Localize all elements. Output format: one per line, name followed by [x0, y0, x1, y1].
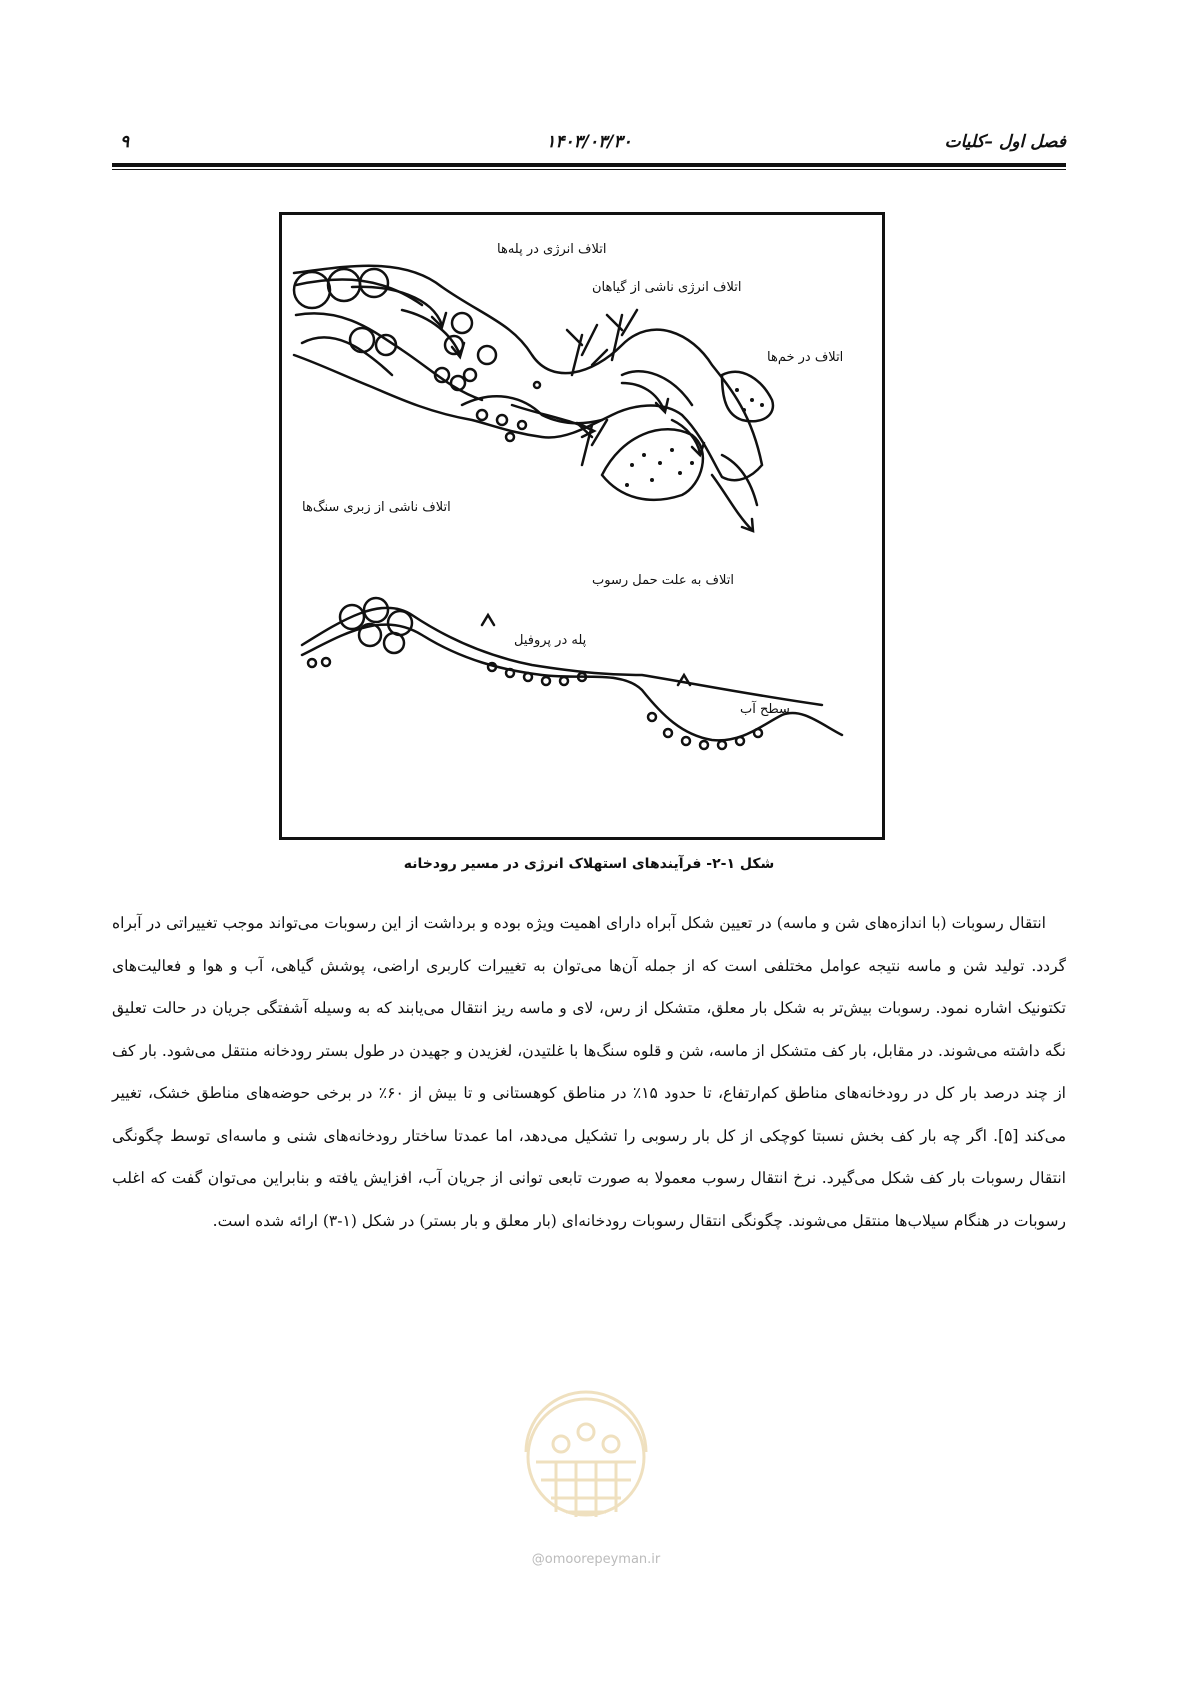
header-date: ۱۴۰۳/۰۳/۳۰ [546, 132, 632, 152]
label-profile-step: پله در پروفیل [514, 633, 587, 648]
label-steps: اتلاف انرژی در پله‌ها [497, 242, 607, 257]
body-paragraph-block [112, 902, 1066, 1242]
river-energy-figure [279, 212, 885, 840]
watermark-site: @omoorepeyman.ir [531, 1552, 661, 1567]
chapter-title: فصل اول –کلیات [944, 132, 1066, 152]
page-number: ۹ [120, 132, 130, 152]
label-sediment: اتلاف به علت حمل رسوب [592, 573, 734, 588]
page-header [112, 132, 1066, 156]
header-rule [112, 163, 1066, 167]
label-roughness: اتلاف ناشی از زبری سنگ‌ها [302, 500, 451, 515]
header-rule-thin [112, 169, 1066, 170]
label-bends: اتلاف در خم‌ها [767, 350, 844, 365]
river-sketch [282, 215, 882, 837]
label-plants: اتلاف انرژی ناشی از گیاهان [592, 280, 742, 295]
figure-caption: شکل ۱-۲- فرآیندهای استهلاک انرژی در مسیر رودخانه [403, 856, 775, 872]
watermark-logo [506, 1362, 666, 1542]
label-water-surface: سطح آب [740, 702, 790, 717]
body-paragraph: انتقال رسوبات (با اندازه‌های شن و ماسه) در تعیین شکل آبراه دارای اهمیت ویژه بوده و برداشت از این رسوبات می‌تواند موجب تغییراتی در آبراه گردد. تولید شن و ماسه نتیجه عوامل مختلفی است که از جمله آن‌ها می‌توان به تغییرات کاربری اراضی، پوشش گیاهی، آب و هوا و فعالیت‌های تکتونیک اشاره نمود. رسوبات بیش‌تر به شکل بار معلق، متشکل از رس، لای و ماسه ریز انتقال می‌یابند که به وسیله آشفتگی جریان در حالت تعلیق نگه داشته می‌شوند. در مقابل، بار کف متشکل از ماسه، شن و قلوه سنگ‌ها با غلتیدن، لغزیدن و جهیدن در طول بستر رودخانه منتقل می‌شود. بار کف از چند درصد بار کل در رودخانه‌های مناطق کم‌ارتفاع، تا حدود ۱۵٪ در مناطق کوهستانی و تا بیش از ۶۰٪ در برخی حوضه‌های مناطق خشک، تغییر می‌کند [۵]. اگر چه بار کف بخش نسبتا کوچکی از کل بار رسوبی را تشکیل می‌دهد، اما عمدتا ساختار رودخانه‌های شنی و ماسه‌ای توسط چگونگی انتقال رسوبات بار کف شکل می‌گیرد. نرخ انتقال رسوب معمولا به صورت تابعی توانی از جریان آب، افزایش یافته و بنابراین می‌توان گفت که اغلب رسوبات در هنگام سیلاب‌ها منتقل می‌شوند. چگونگی انتقال رسوبات رودخانه‌ای (بار معلق و بار بستر) در شکل (۱-۳) ارائه شده است. [112, 914, 1066, 1230]
